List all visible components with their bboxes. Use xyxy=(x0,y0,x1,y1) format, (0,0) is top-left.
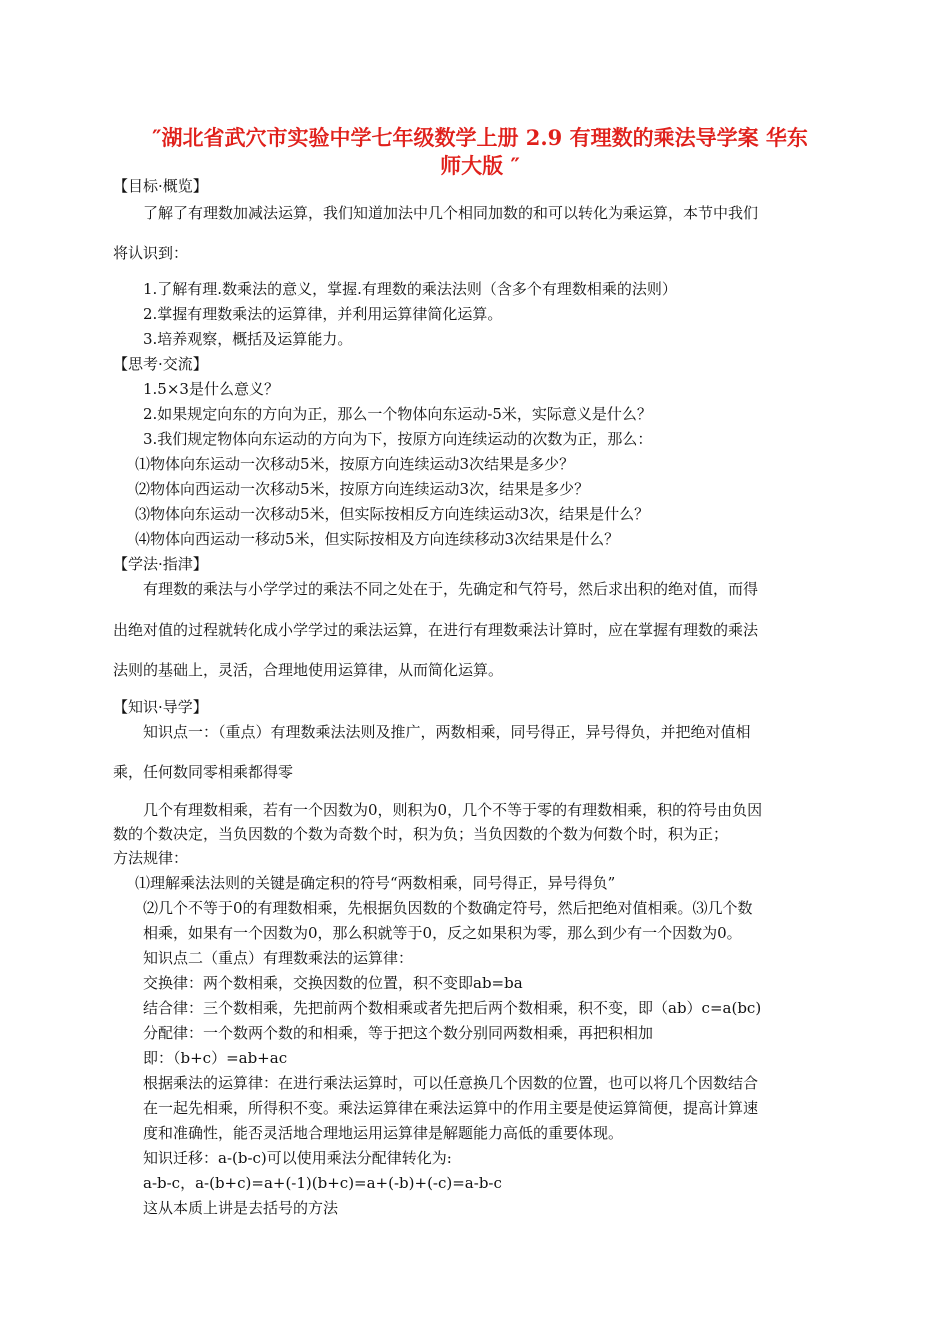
section-heading-method: 【学法·指津】 xyxy=(113,555,208,573)
formula-line: a-b-c，a-(b+c)=a+(-1)(b+c)=a+(-b)+(-c)=a-b-c xyxy=(143,1174,502,1192)
sub-question-item: ⑵物体向西运动一次移动5米，按原方向连续运动3次，结果是多少？ xyxy=(135,480,590,498)
list-item: 1.了解有理.数乘法的意义，掌握.有理数的乘法法则（含多个有理数相乘的法则） xyxy=(143,280,677,298)
sub-question-item: ⑴物体向东运动一次移动5米，按原方向连续运动3次结果是多少？ xyxy=(135,455,575,473)
paragraph-line: 有理数的乘法与小学学过的乘法不同之处在于，先确定和气符号，然后求出积的绝对值，而得 xyxy=(143,580,759,598)
section-heading-goals: 【目标·概览】 xyxy=(113,177,208,195)
paragraph-line: 了解了有理数加减法运算，我们知道加法中几个相同加数的和可以转化为乘运算，本节中我们 xyxy=(143,204,759,222)
paragraph-line: 将认识到： xyxy=(113,244,189,262)
paragraph-line: 根据乘法的运算律：在进行乘法运算时，可以任意换几个因数的位置，也可以将几个因数结合 xyxy=(143,1074,759,1092)
law-item: 交换律：两个数相乘，交换因数的位置，积不变即ab=ba xyxy=(143,974,523,992)
paragraph-line: 法则的基础上，灵活，合理地使用运算律，从而简化运算。 xyxy=(113,661,504,679)
document-title-line-1: ″湖北省武穴市实验中学七年级数学上册 2.9 有理数的乘法导学案 华东 xyxy=(152,125,808,150)
list-item: 2.掌握有理数乘法的运算律，并利用运算律简化运算。 xyxy=(143,305,503,323)
question-item: 3.我们规定物体向东运动的方向为下，按原方向连续运动的次数为正，那么： xyxy=(143,430,653,448)
law-item: 结合律：三个数相乘，先把前两个数相乘或者先把后两个数相乘，积不变，即（ab）c=a(bc) xyxy=(143,999,762,1017)
rule-item: ⑴理解乘法法则的关键是确定积的符号“两数相乘，同号得正，异号得负” xyxy=(135,874,616,892)
paragraph-line: 出绝对值的过程就转化成小学学过的乘法运算，在进行有理数乘法计算时，应在掌握有理数的乘法 xyxy=(113,621,759,639)
paragraph-line: 方法规律： xyxy=(113,849,189,867)
document-title-line-2: 师大版 ″ xyxy=(440,153,520,178)
sub-question-item: ⑶物体向东运动一次移动5米，但实际按相反方向连续运动3次，结果是什么？ xyxy=(135,505,650,523)
paragraph-line: 知识点一：（重点）有理数乘法法则及推广，两数相乘，同号得正，异号得负，并把绝对值相 xyxy=(143,723,751,741)
sub-question-item: ⑷物体向西运动一移动5米，但实际按相及方向连续移动3次结果是什么？ xyxy=(135,530,620,548)
question-item: 2.如果规定向东的方向为正，那么一个物体向东运动-5米，实际意义是什么？ xyxy=(143,405,652,423)
list-item: 3.培养观察，概括及运算能力。 xyxy=(143,330,353,348)
paragraph-line: 知识迁移：a-(b-c)可以使用乘法分配律转化为: xyxy=(143,1149,452,1167)
paragraph-line: 数的个数决定，当负因数的个数为奇数个时，积为负；当负因数的个数为何数个时，积为正； xyxy=(113,825,729,843)
paragraph-line: 在一起先相乘，所得积不变。乘法运算律在乘法运算中的作用主要是使运算简便，提高计算速 xyxy=(143,1099,759,1117)
paragraph-line: 乘，任何数同零相乘都得零 xyxy=(113,763,294,781)
paragraph-line: 度和准确性，能否灵活地合理地运用运算律是解题能力高低的重要体现。 xyxy=(143,1124,624,1142)
paragraph-line: 知识点二（重点）有理数乘法的运算律： xyxy=(143,949,414,967)
rule-item: 相乘，如果有一个因数为0，那么积就等于0，反之如果积为零，那么到少有一个因数为0。 xyxy=(143,924,742,942)
paragraph-line: 这从本质上讲是去括号的方法 xyxy=(143,1199,339,1217)
law-item: 即：（b+c）=ab+ac xyxy=(143,1049,288,1067)
section-heading-knowledge: 【知识·导学】 xyxy=(113,698,208,716)
section-heading-think: 【思考·交流】 xyxy=(113,355,208,373)
paragraph-line: 几个有理数相乘，若有一个因数为0，则积为0，几个不等于零的有理数相乘，积的符号由负因 xyxy=(143,801,763,819)
question-item: 1.5×3是什么意义？ xyxy=(143,380,279,398)
law-item: 分配律：一个数两个数的和相乘，等于把这个数分别同两数相乘，再把积相加 xyxy=(143,1024,654,1042)
rule-item: ⑵几个不等于0的有理数相乘，先根据负因数的个数确定符号，然后把绝对值相乘。⑶几个数 xyxy=(143,899,753,917)
